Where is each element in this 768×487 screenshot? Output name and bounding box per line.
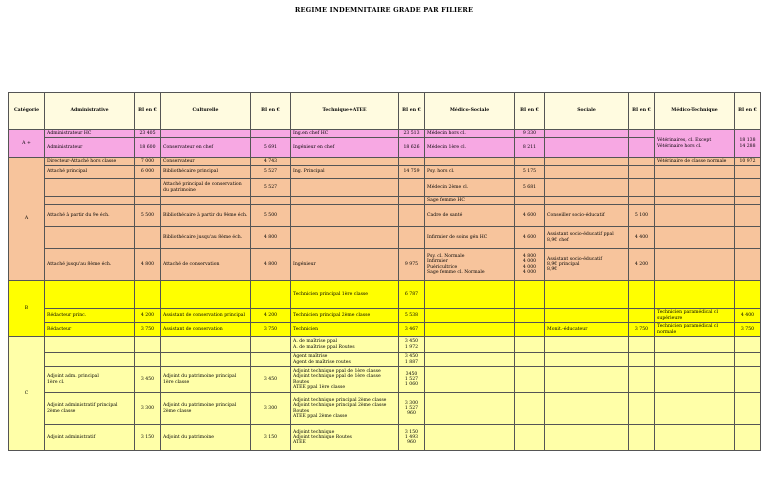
- cell-bi: 5 500: [135, 205, 161, 227]
- cell-bi: [399, 205, 425, 227]
- cell-bi: [735, 249, 761, 281]
- cell-administrative: [45, 353, 135, 367]
- cell-line: 4 000: [522, 269, 537, 275]
- cell-medico-sociale: [425, 353, 515, 367]
- cell-bi: [629, 197, 655, 205]
- header-cell: BI en €: [735, 93, 761, 130]
- cell-technique: [291, 393, 399, 425]
- category-cell: A: [9, 158, 45, 281]
- cell-line: 3 450: [404, 354, 419, 360]
- cell-administrative: Directeur-Attaché hors classe: [45, 158, 135, 166]
- cell-bi: [515, 281, 545, 309]
- table-row: [9, 367, 761, 393]
- cell-bi: [629, 309, 655, 323]
- cell-line: 3 450: [404, 339, 419, 345]
- cell-bi: 9 975: [399, 249, 425, 281]
- cell-administrative: Attaché jusqu'au 8ème éch.: [45, 249, 135, 281]
- cell-medico-sociale: Médecin 2ème cl.: [425, 179, 515, 197]
- cell-sociale: [545, 179, 629, 197]
- cell-bi: [735, 393, 761, 425]
- cell-bi: [629, 179, 655, 197]
- cell-bi: 9 330: [515, 130, 545, 138]
- cell-medico-sociale: [425, 337, 515, 353]
- cell-bi: [251, 281, 291, 309]
- cell-bi: [135, 353, 161, 367]
- cell-line: 8,9€: [547, 267, 558, 273]
- cell-technique: [291, 197, 399, 205]
- cell-line: Routes: [293, 379, 310, 385]
- cell-administrative: Administrateur HC: [45, 130, 135, 138]
- cell-bi: [515, 425, 545, 451]
- cell-bi: [399, 179, 425, 197]
- cell-medico-technique: [655, 353, 735, 367]
- cell-line: Adjoint technique ppal de 1ère classe: [293, 374, 381, 380]
- cell-bi: [629, 337, 655, 353]
- cell-bi: 3 750: [135, 323, 161, 337]
- cell-administrative: [45, 179, 135, 197]
- cell-bi: 23 405: [135, 130, 161, 138]
- cell-bi: 5 175: [515, 166, 545, 179]
- cell-bi: [251, 130, 291, 138]
- cell-line: 1ère cl.: [47, 379, 65, 385]
- cell-line: Puéricultrice: [427, 264, 458, 270]
- cell-medico-technique: [655, 227, 735, 249]
- cell-culturelle: [161, 130, 251, 138]
- cell-line: 3450: [405, 371, 418, 377]
- cell-bi: 4 200: [135, 309, 161, 323]
- header-cell: Culturelle: [161, 93, 251, 130]
- cell-line: Assistant socio-éducatif: [547, 256, 603, 262]
- cell-medico-sociale: [425, 323, 515, 337]
- cell-bi: 4 800: [251, 227, 291, 249]
- cell-line: Adjoint technique principal 2ème classe: [293, 403, 387, 409]
- cell-bi: [135, 179, 161, 197]
- table-row: [9, 205, 761, 227]
- cell-line: supérieure: [657, 315, 683, 321]
- cell-line: ATEE ppal 2ème classe: [293, 413, 348, 419]
- cell-bi: [735, 281, 761, 309]
- cell-technique: [291, 179, 399, 197]
- cell-technique: [291, 158, 399, 166]
- cell-bi: 3 750: [251, 323, 291, 337]
- cell-bi: [251, 353, 291, 367]
- cell-line: 8,9€ principal: [547, 261, 580, 267]
- cell-bi: [515, 197, 545, 205]
- cell-bi: 3 150: [251, 425, 291, 451]
- cell-line: 2ème classe: [47, 408, 76, 414]
- cell-line: Routes: [293, 408, 310, 414]
- cell-bi: [135, 337, 161, 353]
- cell-medico-sociale: Médecin 1ère cl.: [425, 138, 515, 158]
- cell-line: 1 887: [404, 359, 419, 365]
- cell-bi: 18 626: [399, 138, 425, 158]
- cell-line: Assistant socio-éducatif ppal: [547, 232, 614, 238]
- cell-medico-sociale: [425, 158, 515, 166]
- table-row: [9, 166, 761, 179]
- cell-line: Agent de maîtrise routes: [293, 359, 351, 365]
- cell-technique: [291, 353, 399, 367]
- cell-medico-sociale: Médecin hors cl.: [425, 130, 515, 138]
- cell-bi: [135, 281, 161, 309]
- header-cell: Médico-Sociale: [425, 93, 515, 130]
- cell-culturelle: Conservateur: [161, 158, 251, 166]
- cell-culturelle: [161, 353, 251, 367]
- cell-bi: [735, 425, 761, 451]
- cell-technique: Technicien: [291, 323, 399, 337]
- cell-bi: [251, 197, 291, 205]
- category-cell: A +: [9, 130, 45, 158]
- cell-bi: 4 743: [251, 158, 291, 166]
- cell-line: Sage femme cl. Normale: [427, 269, 485, 275]
- cell-bi: [735, 353, 761, 367]
- cell-medico-sociale: [425, 425, 515, 451]
- cell-line: Agent maîtrise: [293, 354, 328, 360]
- cell-line: 4 800: [522, 254, 537, 260]
- cell-culturelle: Assistant de conservation principal: [161, 309, 251, 323]
- header-cell: BI en €: [135, 93, 161, 130]
- cell-medico-technique: [655, 367, 735, 393]
- cell-bi: [135, 197, 161, 205]
- cell-bi: 3 300: [135, 393, 161, 425]
- cell-bi: [629, 425, 655, 451]
- cell-sociale: [545, 138, 629, 158]
- document-title: REGIME INDEMNITAIRE GRADE PAR FILIERE: [294, 6, 474, 14]
- cell-bi: [735, 166, 761, 179]
- cell-line: Vétérinaire hors cl.: [657, 143, 702, 149]
- cell-administrative: [45, 281, 135, 309]
- cell-technique: Technicien principal 1ère classe: [291, 281, 399, 309]
- cell-line: Psy. cl. Normale: [427, 254, 465, 260]
- cell-line: 2ème classe: [163, 408, 192, 414]
- cell-bi: 5 691: [251, 138, 291, 158]
- cell-bi: 3 467: [399, 323, 425, 337]
- cell-line: 3 150: [404, 429, 419, 435]
- cell-administrative: Attaché à partir du 9e éch.: [45, 205, 135, 227]
- cell-bi: [399, 353, 425, 367]
- cell-administrative: [45, 227, 135, 249]
- cell-line: Adjoint du patrimoine principal: [163, 403, 237, 409]
- cell-culturelle: Attaché de conservation: [161, 249, 251, 281]
- cell-sociale: [545, 130, 629, 138]
- cell-culturelle: [161, 393, 251, 425]
- cell-bi: 3 150: [135, 425, 161, 451]
- cell-culturelle: Bibliothécaire jusqu'au 8ème éch.: [161, 227, 251, 249]
- cell-line: ATEE ppal 1ère classe: [293, 384, 346, 390]
- cell-line: 4 000: [522, 264, 537, 270]
- cell-technique: [291, 367, 399, 393]
- cell-bi: [515, 249, 545, 281]
- header-cell: BI en €: [515, 93, 545, 130]
- cell-bi: 7 000: [135, 158, 161, 166]
- cell-bi: 5 527: [251, 179, 291, 197]
- cell-bi: [515, 353, 545, 367]
- header-cell: BI en €: [399, 93, 425, 130]
- cell-medico-technique: [655, 425, 735, 451]
- cell-bi: [515, 323, 545, 337]
- cell-bi: [629, 367, 655, 393]
- cell-line: normale: [657, 329, 677, 335]
- cell-culturelle: Conservateur en chef: [161, 138, 251, 158]
- cell-medico-technique: [655, 337, 735, 353]
- cell-technique: [291, 337, 399, 353]
- cell-bi: [629, 138, 655, 158]
- cell-technique: [291, 425, 399, 451]
- cell-line: Adjoint administratif principal: [47, 403, 118, 409]
- cell-bi: [735, 367, 761, 393]
- cell-bi: 14 759: [399, 166, 425, 179]
- header-cell: Médico-Technique: [655, 93, 735, 130]
- cell-medico-technique: [655, 249, 735, 281]
- cell-bi: 4 800: [135, 249, 161, 281]
- cell-administrative: Attaché principal: [45, 166, 135, 179]
- table-row: [9, 393, 761, 425]
- cell-medico-sociale: Cadre de santé: [425, 205, 515, 227]
- cell-culturelle: Attaché principal de conservation du patrimoine: [161, 179, 251, 197]
- cell-bi: [399, 425, 425, 451]
- cell-medico-technique: [655, 130, 735, 158]
- cell-sociale: [545, 425, 629, 451]
- table-row: [9, 425, 761, 451]
- cell-sociale: [545, 337, 629, 353]
- cell-sociale: [545, 367, 629, 393]
- cell-bi: [629, 281, 655, 309]
- cell-bi: 4 600: [515, 205, 545, 227]
- cell-administrative: Rédacteur princ.: [45, 309, 135, 323]
- cell-bi: [629, 166, 655, 179]
- cell-technique: Ing. Principal: [291, 166, 399, 179]
- cell-line: 1ère classe: [163, 379, 190, 385]
- cell-medico-technique: [655, 166, 735, 179]
- cell-bi: [735, 179, 761, 197]
- cell-administrative: [45, 367, 135, 393]
- cell-bi: 3 450: [135, 367, 161, 393]
- cell-line: Vétérinaires, cl. Except: [657, 138, 712, 144]
- cell-line: 1 527: [404, 376, 419, 382]
- cell-culturelle: [161, 281, 251, 309]
- cell-bi: 5 538: [399, 309, 425, 323]
- cell-administrative: Rédacteur: [45, 323, 135, 337]
- table-row: [9, 353, 761, 367]
- cell-bi: [515, 367, 545, 393]
- cell-sociale: Monit.-éducateur: [545, 323, 629, 337]
- cell-medico-technique: [655, 179, 735, 197]
- cell-administrative: [45, 337, 135, 353]
- indemnity-table: [8, 92, 761, 451]
- cell-bi: [735, 337, 761, 353]
- cell-sociale: [545, 309, 629, 323]
- cell-line: Technicien paramédical cl: [657, 310, 718, 316]
- cell-medico-technique: [655, 393, 735, 425]
- cell-medico-sociale: Psy. hors cl.: [425, 166, 515, 179]
- table-row: [9, 281, 761, 309]
- cell-bi: [135, 227, 161, 249]
- cell-bi: [629, 393, 655, 425]
- cell-bi: 6 787: [399, 281, 425, 309]
- cell-medico-sociale: Sage femme HC: [425, 197, 515, 205]
- category-cell: C: [9, 337, 45, 451]
- category-cell: B: [9, 281, 45, 337]
- cell-bi: [515, 309, 545, 323]
- cell-bi: 3 450: [251, 367, 291, 393]
- cell-bi: 3 300: [251, 393, 291, 425]
- cell-bi: 4 400: [735, 309, 761, 323]
- cell-medico-technique: [655, 323, 735, 337]
- cell-sociale: [545, 249, 629, 281]
- table-row: [9, 227, 761, 249]
- cell-bi: [629, 130, 655, 138]
- cell-line: Adjoint technique: [293, 429, 335, 435]
- header-cell: Technique+ATEE: [291, 93, 399, 130]
- cell-sociale: [545, 281, 629, 309]
- cell-line: Adjoint technique Routes: [293, 434, 352, 440]
- cell-administrative: Adjoint administratif: [45, 425, 135, 451]
- cell-bi: 4 200: [629, 249, 655, 281]
- table-row: [9, 130, 761, 138]
- cell-administrative: [45, 393, 135, 425]
- cell-bi: [399, 367, 425, 393]
- cell-sociale: Conseiller socio-éducatif: [545, 205, 629, 227]
- cell-line: 1 493: [404, 434, 419, 440]
- cell-bi: [515, 393, 545, 425]
- table-row: [9, 138, 761, 158]
- cell-bi: 4 200: [251, 309, 291, 323]
- cell-bi: 23 513: [399, 130, 425, 138]
- cell-technique: Ingénieur: [291, 249, 399, 281]
- cell-line: Adjoint du patrimoine principal: [163, 374, 237, 380]
- cell-culturelle: Adjoint du patrimoine: [161, 425, 251, 451]
- cell-line: 1 972: [404, 344, 419, 350]
- cell-bi: [251, 337, 291, 353]
- cell-line: 4 000: [522, 259, 537, 265]
- cell-bi: [515, 337, 545, 353]
- cell-bi: [735, 197, 761, 205]
- cell-line: Adjoint technique ppal de 1ère classe: [293, 369, 381, 375]
- table-row: [9, 323, 761, 337]
- cell-line: Technicien paramédical cl: [657, 324, 718, 330]
- cell-sociale: [545, 197, 629, 205]
- header-row: [9, 93, 761, 130]
- cell-line: 1 527: [404, 405, 419, 411]
- header-cell: BI en €: [251, 93, 291, 130]
- cell-line: A. de maîtrise ppal: [293, 339, 338, 345]
- cell-medico-sociale: [425, 281, 515, 309]
- cell-medico-technique: [655, 197, 735, 205]
- cell-line: Adjoint adm. principal: [47, 374, 99, 380]
- cell-bi: [399, 393, 425, 425]
- cell-bi: [629, 353, 655, 367]
- cell-bi: [735, 130, 761, 158]
- table-row: [9, 158, 761, 166]
- cell-bi: [399, 197, 425, 205]
- cell-line: Infirmier: [427, 259, 448, 265]
- cell-bi: 8 211: [515, 138, 545, 158]
- cell-line: A. de maîtrise ppal Routes: [293, 344, 355, 350]
- cell-bi: [399, 337, 425, 353]
- cell-sociale: [545, 227, 629, 249]
- cell-culturelle: [161, 367, 251, 393]
- cell-bi: 3 750: [629, 323, 655, 337]
- cell-culturelle: [161, 337, 251, 353]
- cell-line: ATEE: [293, 440, 306, 446]
- cell-bi: 4 400: [629, 227, 655, 249]
- cell-bi: 10 972: [735, 158, 761, 166]
- cell-bi: 5 500: [251, 205, 291, 227]
- table-row: [9, 309, 761, 323]
- cell-bi: 5 100: [629, 205, 655, 227]
- header-cell: Sociale: [545, 93, 629, 130]
- cell-bi: [399, 158, 425, 166]
- cell-bi: [515, 158, 545, 166]
- cell-administrative: [45, 197, 135, 205]
- cell-technique: Technicien principal 2ème classe: [291, 309, 399, 323]
- cell-medico-sociale: [425, 393, 515, 425]
- cell-medico-technique: [655, 205, 735, 227]
- cell-culturelle: [161, 197, 251, 205]
- cell-culturelle: Bibliothécaire principal: [161, 166, 251, 179]
- cell-bi: 6 000: [135, 166, 161, 179]
- cell-line: 14 288: [739, 143, 756, 149]
- cell-technique: [291, 205, 399, 227]
- table-row: [9, 249, 761, 281]
- cell-line: 18 138: [739, 138, 756, 144]
- cell-technique: Ingénieur en chef: [291, 138, 399, 158]
- cell-medico-technique: [655, 309, 735, 323]
- cell-bi: 4 800: [251, 249, 291, 281]
- cell-medico-technique: Vétérinaire de classe normale: [655, 158, 735, 166]
- cell-sociale: [545, 393, 629, 425]
- table-row: [9, 337, 761, 353]
- table-row: [9, 197, 761, 205]
- header-cell: Catégorie: [9, 93, 45, 130]
- cell-line: 8,9€ chef: [547, 237, 569, 243]
- cell-bi: 4 600: [515, 227, 545, 249]
- cell-medico-technique: [655, 281, 735, 309]
- cell-medico-sociale: [425, 249, 515, 281]
- cell-administrative: Administrateur: [45, 138, 135, 158]
- table-row: [9, 179, 761, 197]
- cell-culturelle: Assistant de conservation: [161, 323, 251, 337]
- cell-line: Adjoint technique principal 2ème classe: [293, 398, 387, 404]
- cell-bi: [735, 227, 761, 249]
- cell-sociale: [545, 158, 629, 166]
- cell-bi: [399, 227, 425, 249]
- cell-sociale: [545, 166, 629, 179]
- cell-bi: 5 527: [251, 166, 291, 179]
- cell-medico-sociale: Infirmier de soins gén HC: [425, 227, 515, 249]
- cell-bi: [629, 158, 655, 166]
- cell-line: 960: [407, 440, 416, 446]
- cell-line: 3 300: [404, 400, 419, 406]
- cell-bi: 18 600: [135, 138, 161, 158]
- header-cell: Administrative: [45, 93, 135, 130]
- cell-technique: [291, 227, 399, 249]
- cell-bi: [735, 205, 761, 227]
- cell-culturelle: Bibliothécaire à partir du 9ème éch.: [161, 205, 251, 227]
- cell-technique: Ing.en chef HC: [291, 130, 399, 138]
- cell-line: 1 060: [404, 382, 419, 388]
- cell-medico-sociale: [425, 367, 515, 393]
- cell-medico-sociale: [425, 309, 515, 323]
- cell-bi: 5 681: [515, 179, 545, 197]
- cell-line: 960: [407, 411, 416, 417]
- header-cell: BI en €: [629, 93, 655, 130]
- cell-sociale: [545, 353, 629, 367]
- cell-bi: 3 750: [735, 323, 761, 337]
